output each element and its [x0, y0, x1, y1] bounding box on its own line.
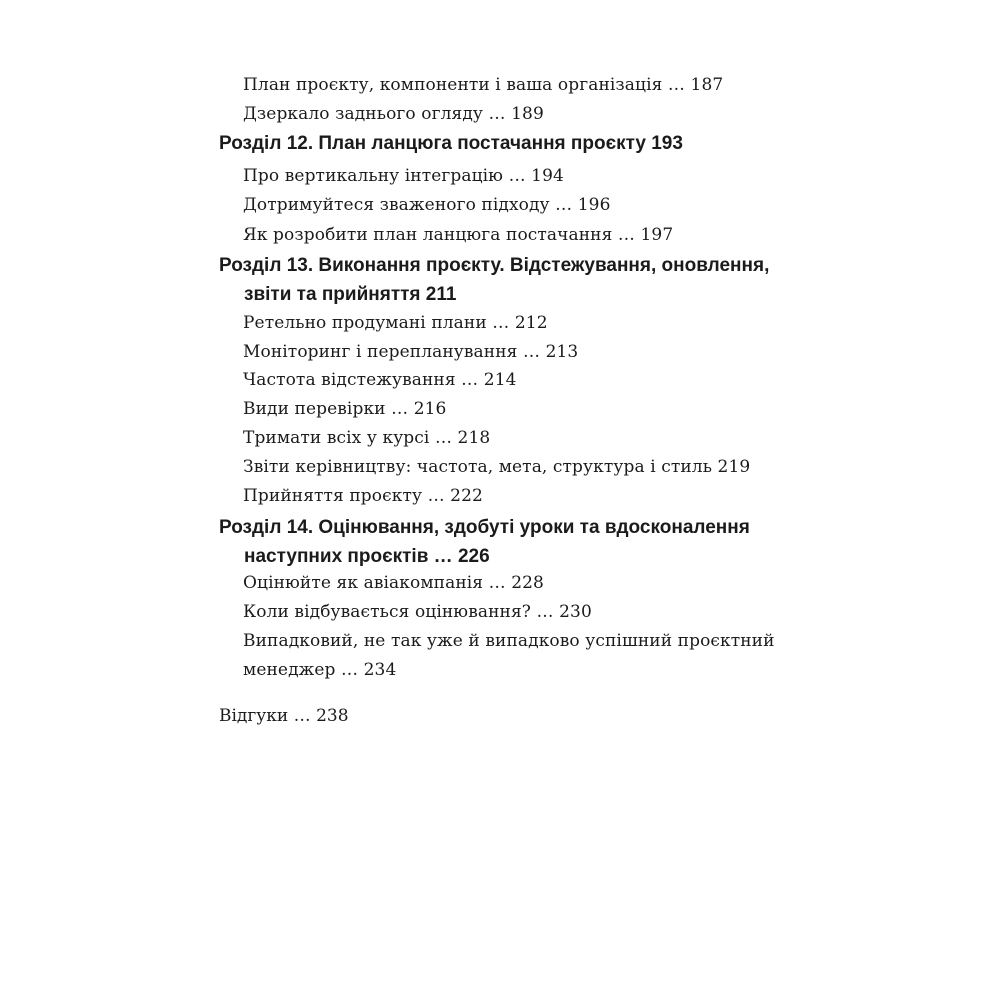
- chapter-14-title: Розділ 14. Оцінювання, здобуті уроки та вдосконалення: [219, 517, 750, 538]
- toc-entry: Моніторинг і перепланування … 213: [243, 342, 579, 362]
- toc-entry: Тримати всіх у курсі … 218: [243, 428, 491, 448]
- toc-entry: Звіти керівництву: частота, мета, структура і стиль 219: [243, 457, 751, 477]
- chapter-14-title-cont: наступних проєктів … 226: [244, 546, 490, 567]
- toc-entry: Оцінюйте як авіакомпанія … 228: [243, 573, 544, 593]
- toc-entry-cont: менеджер … 234: [243, 660, 397, 680]
- toc-entry: Як розробити план ланцюга постачання … 197: [243, 225, 674, 245]
- toc-entry: Коли відбувається оцінювання? … 230: [243, 602, 592, 622]
- chapter-12-title: Розділ 12. План ланцюга постачання проєкту 193: [219, 133, 683, 154]
- toc-entry: План проєкту, компоненти і ваша організація … 187: [243, 75, 724, 95]
- toc-entry: Дзеркало заднього огляду … 189: [243, 104, 544, 124]
- feedback-entry: Відгуки … 238: [219, 706, 349, 726]
- toc-entry: Випадковий, не так уже й випадково успішний проєктний: [243, 631, 775, 651]
- toc-entry: Види перевірки … 216: [243, 399, 447, 419]
- toc-entry: Ретельно продумані плани … 212: [243, 313, 548, 333]
- chapter-13-title-cont: звіти та прийняття 211: [244, 284, 457, 305]
- toc-entry: Дотримуйтеся зваженого підходу … 196: [243, 195, 611, 215]
- toc-entry: Прийняття проєкту … 222: [243, 486, 483, 506]
- chapter-13-title: Розділ 13. Виконання проєкту. Відстежування, оновлення,: [219, 255, 770, 276]
- toc-entry: Частота відстежування … 214: [243, 370, 517, 390]
- toc-entry: Про вертикальну інтеграцію … 194: [243, 166, 564, 186]
